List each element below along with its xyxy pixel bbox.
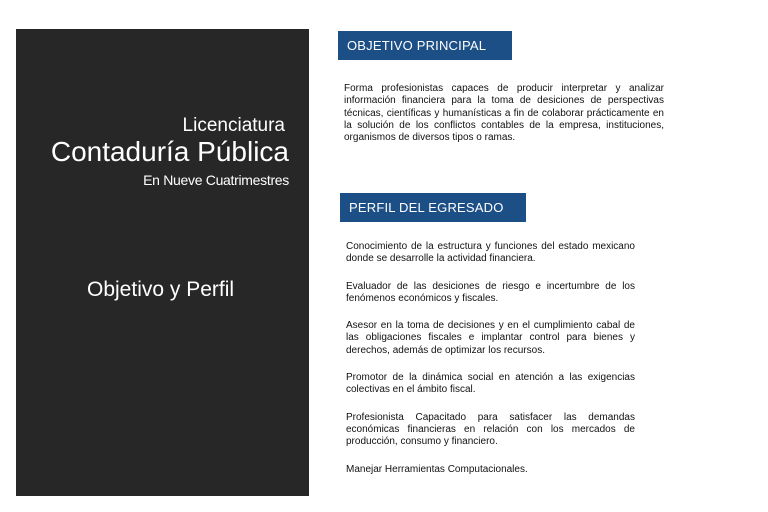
title-panel [16,29,309,496]
program-title: Contaduría Pública [50,136,289,167]
objective-heading: OBJETIVO PRINCIPAL [338,31,512,60]
program-subtitle: En Nueve Cuatrimestres [143,172,289,188]
profile-item: Evaluador de las desiciones de riesgo e incertumbre de los fenómenos económicos y fiscales. [346,280,635,304]
profile-heading: PERFIL DEL EGRESADO [340,193,526,222]
section-title: Objetivo y Perfil [87,278,235,301]
degree-type-label: Licenciatura [182,115,285,136]
objective-text: Forma profesionistas capaces de producir interpretar y analizar información financiera para la toma de desiciones de perspectivas técnicas, científicas y humanísticas a fin de colaborar prácticamente en la solución de los conflictos contables de la empresa, instituciones, organismos de diversos tipos o ramas. [344,83,664,144]
profile-item: Profesionista Capacitado para satisfacer las demandas económicas financieras en relación con los mercados de producción, consumo y financiero. [346,411,635,448]
profile-item: Asesor en la toma de decisiones y en el cumplimiento cabal de las obligaciones fiscales e implantar control para bienes y derechos, además de optimizar los recursos. [346,320,635,356]
profile-item: Conocimiento de la estructura y funciones del estado mexicano donde se desarrolle la actividad financiera. [346,241,635,265]
profile-item: Manejar Herramientas Computacionales. [346,463,528,475]
profile-item: Promotor de la dinámica social en atención a las exigencias colectivas en el ámbito fiscal. [346,372,635,396]
profile-list [346,241,635,491]
